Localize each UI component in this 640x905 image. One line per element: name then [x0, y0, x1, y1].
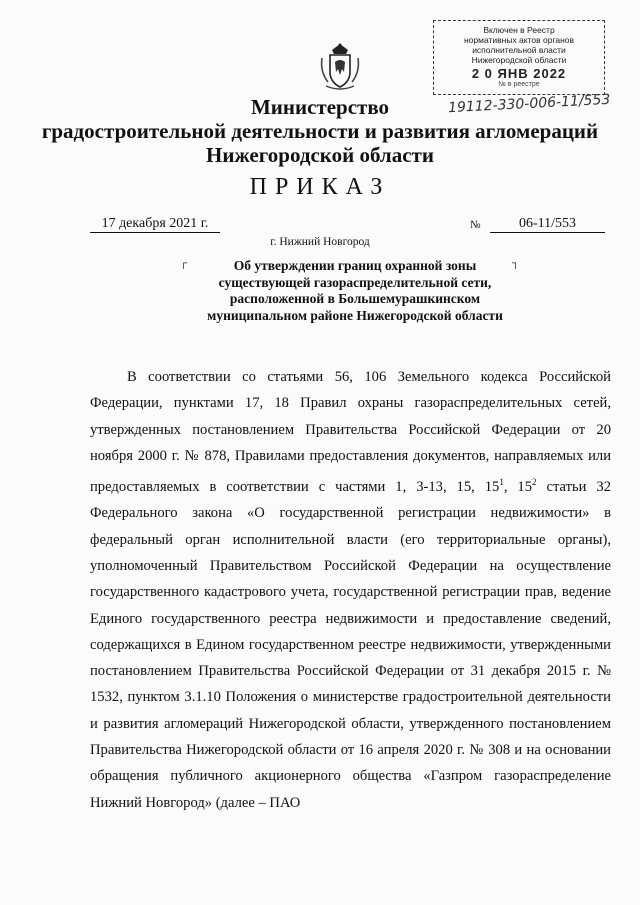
title-corner-mark: ┐: [512, 258, 520, 269]
document-date: 17 декабря 2021 г.: [90, 216, 220, 233]
superscript: 1: [499, 477, 504, 488]
document-city: г. Нижний Новгород: [270, 236, 370, 248]
document-type: ПРИКАЗ: [249, 174, 391, 200]
document-title: Об утверждении границ охранной зоны существующей газораспределительной сети, расположенной в Большемурашкинском муниципальном районе Нижегородской области: [207, 258, 503, 323]
body-text: , 15: [503, 479, 533, 496]
coat-of-arms-emblem: [318, 42, 362, 92]
registry-stamp: [433, 20, 605, 95]
ministry-heading: [0, 95, 640, 167]
ministry-line: Министерство: [250, 95, 390, 119]
registry-number-handwritten: 19112-330-006-11/553: [447, 91, 611, 117]
stamp-registry-label: № в реестре: [498, 81, 540, 88]
document-number: 06-11/553: [490, 216, 605, 233]
number-label: №: [470, 219, 481, 231]
ministry-line: Нижегородской области: [206, 143, 434, 167]
body-paragraph: [90, 364, 611, 816]
body-text: статьи 32 Федерального закона «О государственной регистрации недвижимости» в федеральный орган исполнительной власти (его территориальные органы), уполномоченный Правительством Российской Федерации на осуществление государственного кадастрового учета, государственной регистрации прав, ведение Единого государственного реестра недвижимости и предоставление сведений, содержащихся в Едином государственном реестре недвижимости, утвержденными постановлением Правительства Российской Федерации от 31 декабря 2015 г. № 1532, пунктом 3.1.10 Положения о министерстве градостроительной деятельности и развития агломераций Нижегородской области, утвержденного постановлением Правительства Нижегородской области от 16 апреля 2020 г. № 308 и на основании обращения публичного акционерного общества «Газпром газораспределение Нижний Новгород» (далее – ПАО: [90, 479, 611, 811]
stamp-line: Включен в Реестр: [483, 25, 555, 35]
stamp-line: исполнительной власти: [472, 45, 566, 55]
stamp-date: 2 0 ЯНВ 2022: [471, 66, 567, 81]
body-text: В соответствии со статьями 56, 106 Земельного кодекса Российской Федерации, пунктами 17, 18 Правил охраны газораспределительных сетей, утвержденных постановлением Правительства Российской Федерации от 20 ноября 2000 г. № 878, Правилами предоставления документов, направляемых или предоставляемых в соответствии с частями 1, 3-13, 15, 15: [90, 369, 611, 496]
title-corner-mark: ┌: [180, 258, 188, 269]
document-body: [90, 364, 611, 816]
superscript: 2: [532, 477, 537, 488]
stamp-line: Нижегородской области: [471, 55, 567, 65]
stamp-line: нормативных актов органов: [463, 35, 575, 45]
ministry-line: градостроительной деятельности и развития агломераций: [41, 119, 599, 143]
